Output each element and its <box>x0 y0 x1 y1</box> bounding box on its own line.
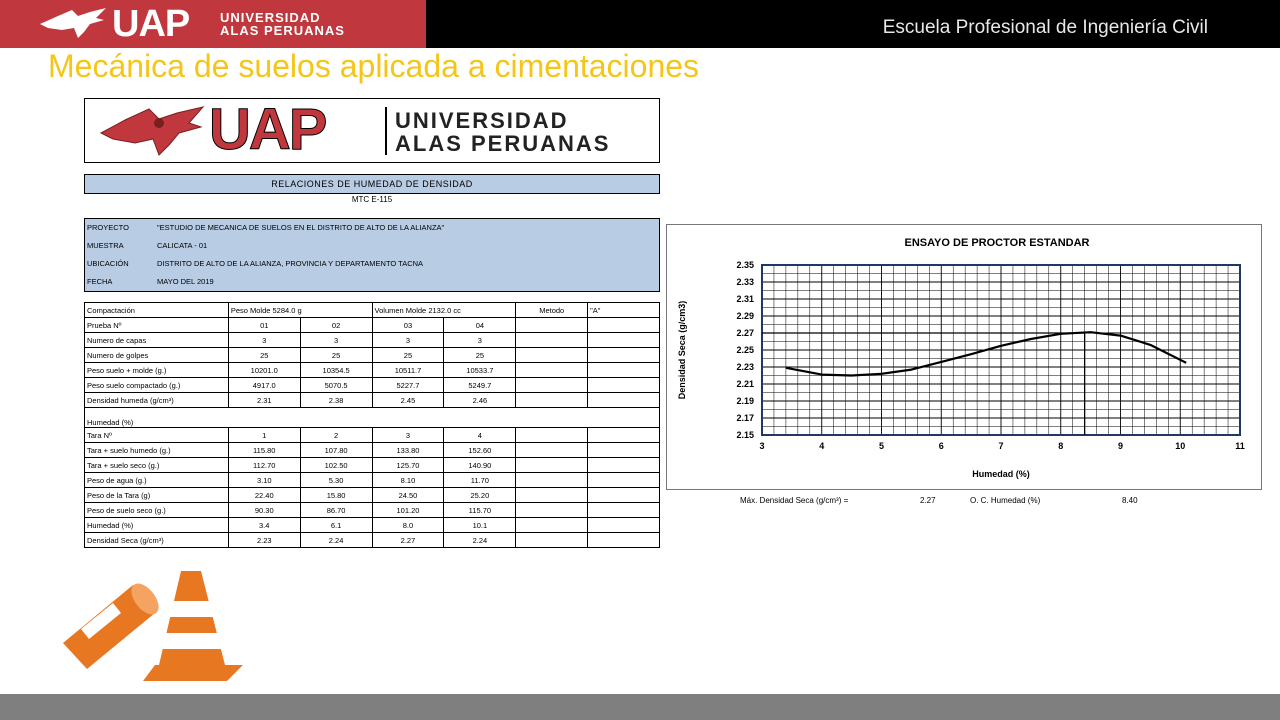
table-cell: 10533.7 <box>444 363 516 378</box>
empty-cell <box>516 518 588 533</box>
table-cell: 3 <box>228 333 300 348</box>
table-row <box>85 363 660 378</box>
table-cell: 2.45 <box>372 393 444 408</box>
table-row <box>85 473 660 488</box>
table-cell: 10354.5 <box>300 363 372 378</box>
brand-line-2: ALAS PERUANAS <box>220 23 345 38</box>
table-cell: 03 <box>372 318 444 333</box>
empty-cell <box>588 378 660 393</box>
info-key: MUESTRA <box>87 241 124 250</box>
table-row <box>85 428 660 443</box>
table-row <box>85 378 660 393</box>
table-cell: 24.50 <box>372 488 444 503</box>
empty-cell <box>516 393 588 408</box>
optimum-moisture-label: O. C. Humedad (%) <box>970 496 1041 505</box>
sheet-title: RELACIONES DE HUMEDAD DE DENSIDAD <box>84 174 660 194</box>
slide-title: Mecánica de suelos aplicada a cimentaciones <box>48 48 700 84</box>
table-row <box>85 348 660 363</box>
max-density-label: Máx. Densidad Seca (g/cm³) = <box>740 496 849 505</box>
condor-emblem-icon <box>97 103 207 159</box>
info-value: CALICATA - 01 <box>157 241 208 250</box>
empty-cell <box>516 533 588 548</box>
row-label: Numero de capas <box>85 333 229 348</box>
table-cell: 25 <box>228 348 300 363</box>
empty-cell <box>588 443 660 458</box>
table-cell: 22.40 <box>228 488 300 503</box>
table-cell: 2.23 <box>228 533 300 548</box>
y-tick-label: 2.35 <box>736 260 754 270</box>
proctor-chart-panel <box>664 220 1278 520</box>
x-axis-label: Humedad (%) <box>972 469 1030 479</box>
table-cell: 5227.7 <box>372 378 444 393</box>
empty-cell <box>516 348 588 363</box>
table-cell: 3.4 <box>228 518 300 533</box>
x-tick-label: 5 <box>878 441 885 451</box>
sheet-brand-name <box>395 109 610 155</box>
y-tick-label: 2.23 <box>736 362 754 372</box>
sheet-standard: MTC E-115 <box>351 195 393 204</box>
info-value: "ESTUDIO DE MECANICA DE SUELOS EN EL DISTRITO DE ALTO DE LA ALIANZA" <box>157 223 445 232</box>
info-key: FECHA <box>87 277 113 286</box>
empty-cell <box>588 428 660 443</box>
table-cell: 5.30 <box>300 473 372 488</box>
table-cell: 86.70 <box>300 503 372 518</box>
table-cell: 102.50 <box>300 458 372 473</box>
table-row <box>85 318 660 333</box>
footer-bar <box>0 694 1280 720</box>
empty-cell <box>588 363 660 378</box>
table-cell: 4917.0 <box>228 378 300 393</box>
sheet-logo <box>84 98 660 163</box>
sheet-brand-short: UAP <box>209 97 326 162</box>
method-label: Metodo <box>516 303 588 318</box>
empty-cell <box>516 378 588 393</box>
y-axis-label: Densidad Seca (g/cm3) <box>677 300 687 400</box>
info-value: MAYO DEL 2019 <box>157 277 214 286</box>
brand-line-1: UNIVERSIDAD <box>220 10 321 25</box>
y-tick-label: 2.33 <box>736 277 754 287</box>
table-cell: 107.80 <box>300 443 372 458</box>
table-cell: 15.80 <box>300 488 372 503</box>
table-cell: 3 <box>372 428 444 443</box>
table-cell: 6.1 <box>300 518 372 533</box>
empty-cell <box>588 518 660 533</box>
row-label: Densidad Seca (g/cm³) <box>85 533 229 548</box>
empty-cell <box>516 443 588 458</box>
x-tick-label: 6 <box>938 441 944 451</box>
table-row <box>85 408 660 428</box>
table-cell: 10201.0 <box>228 363 300 378</box>
empty-cell <box>588 393 660 408</box>
table-cell: 04 <box>444 318 516 333</box>
info-row <box>85 219 659 237</box>
table-cell: 2.31 <box>228 393 300 408</box>
row-label: Peso suelo + molde (g.) <box>85 363 229 378</box>
y-tick-label: 2.25 <box>736 345 754 355</box>
info-value: DISTRITO DE ALTO DE LA ALIANZA, PROVINCIA Y DEPARTAMENTO TACNA <box>157 259 424 268</box>
row-label: Humedad (%) <box>85 518 229 533</box>
empty-cell <box>516 503 588 518</box>
empty-cell <box>516 363 588 378</box>
x-tick-label: 7 <box>998 441 1004 451</box>
table-cell: 125.70 <box>372 458 444 473</box>
table-row <box>85 443 660 458</box>
empty-cell <box>516 488 588 503</box>
school-name: Escuela Profesional de Ingeniería Civil <box>882 17 1208 38</box>
sheet-brand-line-1: UNIVERSIDAD <box>395 108 569 133</box>
table-cell: 11.70 <box>444 473 516 488</box>
header-bar <box>0 0 1280 48</box>
table-cell: 3 <box>372 333 444 348</box>
empty-cell <box>588 333 660 348</box>
table-cell: 10511.7 <box>372 363 444 378</box>
mold-weight: Peso Molde 5284.0 g <box>228 303 372 318</box>
table-cell: 3.10 <box>228 473 300 488</box>
table-cell: 101.20 <box>372 503 444 518</box>
table-cell: 25.20 <box>444 488 516 503</box>
info-row <box>85 273 659 291</box>
info-key: UBICACIÓN <box>87 259 129 268</box>
table-cell: 25 <box>300 348 372 363</box>
table-cell: 2.24 <box>300 533 372 548</box>
x-tick-label: 4 <box>819 441 825 451</box>
y-tick-label: 2.21 <box>736 379 754 389</box>
table-cell: 5249.7 <box>444 378 516 393</box>
empty-cell <box>588 318 660 333</box>
table-cell: 2.46 <box>444 393 516 408</box>
method-value: "A" <box>588 303 660 318</box>
project-info <box>84 218 660 292</box>
y-tick-label: 2.29 <box>736 311 754 321</box>
chart-summary <box>666 490 1280 518</box>
table-cell: 8.10 <box>372 473 444 488</box>
traffic-cones-image <box>55 565 255 685</box>
row-label: Tara Nº <box>85 428 229 443</box>
humidity-section-label: Humedad (%) <box>85 408 660 428</box>
empty-cell <box>516 458 588 473</box>
x-tick-label: 8 <box>1058 441 1064 451</box>
empty-cell <box>588 503 660 518</box>
empty-cell <box>516 428 588 443</box>
row-label: Peso de agua (g.) <box>85 473 229 488</box>
table-cell: 10.1 <box>444 518 516 533</box>
table-cell: 2.38 <box>300 393 372 408</box>
uap-brand-name <box>220 11 345 37</box>
table-cell: 02 <box>300 318 372 333</box>
empty-cell <box>588 348 660 363</box>
mold-volume: Volumen Molde 2132.0 cc <box>372 303 516 318</box>
table-row <box>85 303 660 318</box>
y-tick-label: 2.27 <box>736 328 754 338</box>
row-label: Numero de golpes <box>85 348 229 363</box>
chart-title: ENSAYO DE PROCTOR ESTANDAR <box>904 237 1090 249</box>
table-cell: 133.80 <box>372 443 444 458</box>
table-cell: 01 <box>228 318 300 333</box>
table-row <box>85 458 660 473</box>
table-row <box>85 488 660 503</box>
y-tick-label: 2.31 <box>736 294 754 304</box>
logo-divider <box>385 107 387 155</box>
empty-cell <box>588 533 660 548</box>
compaction-curve <box>786 332 1186 375</box>
fallen-cone-icon <box>63 579 164 669</box>
table-cell: 3 <box>300 333 372 348</box>
uap-brand-short: UAP <box>112 3 190 45</box>
row-label: Peso de suelo seco (g.) <box>85 503 229 518</box>
row-label: Tara + suelo humedo (g.) <box>85 443 229 458</box>
table-cell: 2 <box>300 428 372 443</box>
table-cell: 1 <box>228 428 300 443</box>
empty-cell <box>588 473 660 488</box>
y-tick-label: 2.17 <box>736 413 754 423</box>
row-label: Peso suelo compactado (g.) <box>85 378 229 393</box>
table-cell: 90.30 <box>228 503 300 518</box>
compaction-label: Compactación <box>85 303 229 318</box>
table-cell: 2.27 <box>372 533 444 548</box>
x-tick-label: 11 <box>1235 441 1245 451</box>
table-cell: 8.0 <box>372 518 444 533</box>
table-row <box>85 533 660 548</box>
row-label: Tara + suelo seco (g.) <box>85 458 229 473</box>
sheet-brand-line-2: ALAS PERUANAS <box>395 131 611 156</box>
empty-cell <box>516 473 588 488</box>
row-label: Densidad humeda (g/cm³) <box>85 393 229 408</box>
standing-cone-icon <box>143 571 243 681</box>
table-row <box>85 518 660 533</box>
condor-emblem-icon <box>38 6 108 42</box>
info-row <box>85 255 659 273</box>
x-tick-label: 3 <box>759 441 765 451</box>
y-tick-label: 2.15 <box>736 430 754 440</box>
empty-cell <box>516 318 588 333</box>
optimum-moisture-value: 8.40 <box>1122 496 1138 505</box>
table-cell: 115.70 <box>444 503 516 518</box>
compaction-table <box>84 302 660 548</box>
proctor-chart <box>667 225 1261 489</box>
table-cell: 25 <box>444 348 516 363</box>
table-cell: 115.80 <box>228 443 300 458</box>
table-cell: 140.90 <box>444 458 516 473</box>
info-key: PROYECTO <box>87 223 129 232</box>
uap-logo <box>0 0 426 48</box>
table-cell: 2.24 <box>444 533 516 548</box>
max-density-value: 2.27 <box>920 496 936 505</box>
table-row <box>85 393 660 408</box>
empty-cell <box>516 333 588 348</box>
empty-cell <box>588 488 660 503</box>
table-cell: 4 <box>444 428 516 443</box>
x-tick-label: 9 <box>1117 441 1124 451</box>
table-cell: 152.60 <box>444 443 516 458</box>
info-row <box>85 237 659 255</box>
chart-frame <box>666 224 1262 490</box>
y-tick-label: 2.19 <box>736 396 754 406</box>
table-cell: 112.70 <box>228 458 300 473</box>
empty-cell <box>588 458 660 473</box>
row-label: Peso de la Tara (g) <box>85 488 229 503</box>
row-label: Prueba Nº <box>85 318 229 333</box>
table-row <box>85 503 660 518</box>
table-cell: 5070.5 <box>300 378 372 393</box>
table-cell: 25 <box>372 348 444 363</box>
table-cell: 3 <box>444 333 516 348</box>
table-row <box>85 333 660 348</box>
x-tick-label: 10 <box>1175 441 1186 451</box>
